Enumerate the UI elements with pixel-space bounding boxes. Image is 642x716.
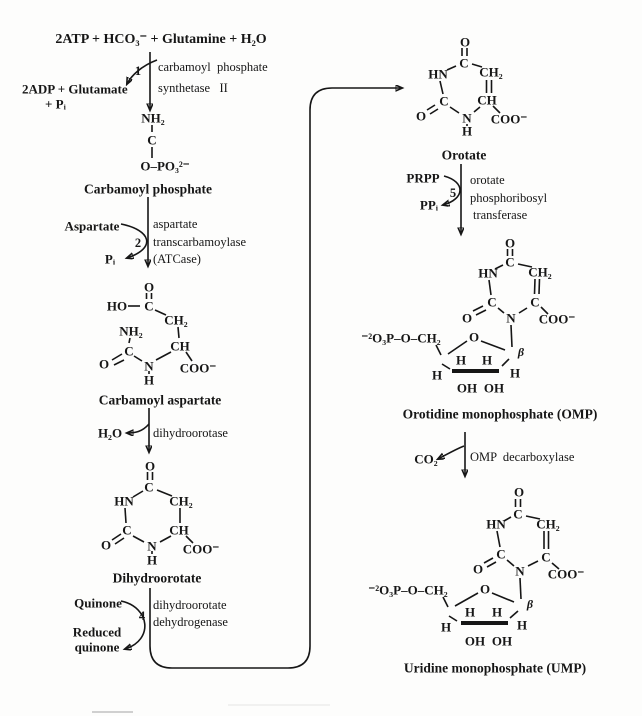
ump-ribose-oh2: OH — [491, 633, 513, 649]
ca-atom-coo: COO⁻ — [179, 360, 217, 376]
ca-atom-o-left: O — [98, 356, 110, 372]
omp-ribose-bonds — [436, 341, 509, 371]
enzyme-atcase-line3: (ATCase) — [153, 251, 201, 266]
enzyme-omp-decarboxylase: OMP decarboxylase — [470, 449, 575, 464]
ca-atom-n: N — [144, 358, 154, 374]
ump-atom-ch2: CH₂ — [536, 516, 560, 532]
cofactor-prpp: PRPP — [406, 170, 440, 186]
ca-atom-ch: CH — [170, 338, 190, 354]
enzyme-dhodh-line1: dihydroorotate — [153, 597, 227, 612]
enzyme-oprt-line2: phosphoribosyl — [470, 190, 548, 205]
cp-atom-nh2: NH₂ — [141, 110, 165, 126]
omp-atom-coo: COO⁻ — [538, 311, 576, 327]
ca-atom-h: H — [143, 372, 155, 388]
ca-atom-ch2: CH₂ — [164, 312, 188, 328]
enzyme-atcase-line1: aspartate — [153, 216, 198, 231]
oro-atom-coo: COO⁻ — [490, 111, 528, 127]
omp-atom-n: N — [506, 310, 516, 326]
step-number-1: 1 — [134, 63, 142, 78]
omp-atom-c-right: C — [530, 294, 540, 310]
enzyme-oprt-line1: orotate — [470, 172, 505, 187]
omp-ribose-h1: H — [455, 352, 467, 368]
dho-atom-o-left: O — [100, 537, 112, 553]
enzyme-dihydroorotase: dihydroorotase — [153, 425, 228, 440]
ump-atom-o-left: O — [472, 561, 484, 577]
omp-ribose-oh1: OH — [456, 380, 478, 396]
dho-atom-o-top: O — [144, 458, 156, 474]
cofactor-ppi-out: PPᵢ — [419, 197, 439, 213]
dihydroorotate-label: Dihydroorotate — [112, 570, 202, 586]
cofactor-aspartate: Aspartate — [64, 218, 120, 234]
cofactor-co2-out: CO₂ — [414, 451, 438, 467]
enzyme-cps2-line1: carbamoyl phosphate — [158, 59, 268, 74]
ump-atom-c-left: C — [496, 546, 506, 562]
dho-atom-h: H — [146, 552, 158, 568]
ca-atom-o-top: O — [143, 279, 155, 295]
oro-atom-n: N — [462, 110, 472, 126]
ump-atom-c-top: C — [513, 506, 523, 522]
omp-label: Orotidine monophosphate (OMP) — [402, 406, 598, 422]
oro-atom-c-left: C — [439, 93, 449, 109]
substrates-formula: 2ATP + HCO₃⁻ + Glutamine + H₂O — [55, 32, 267, 47]
omp-atom-o-left: O — [461, 310, 473, 326]
cofactor-reduced: Reduced — [72, 624, 122, 640]
dho-atom-ch2: CH₂ — [169, 493, 193, 509]
dho-atom-ch: CH — [169, 522, 189, 538]
ump-ribose-o: O — [479, 581, 491, 597]
oro-atom-h: H — [461, 123, 473, 139]
cofactor-quinone-out: quinone — [74, 639, 120, 655]
omp-ribose-oh2: OH — [483, 380, 505, 396]
oro-atom-hn: HN — [428, 66, 448, 82]
omp-atom-c-left: C — [487, 294, 497, 310]
dho-atom-coo: COO⁻ — [182, 541, 220, 557]
cp-atom-opo3: O–PO₃²⁻ — [140, 158, 190, 174]
dho-atom-c-left: C — [122, 522, 132, 538]
ca-atom-c1: C — [144, 298, 154, 314]
enzyme-cps2-line2: synthetase II — [158, 80, 228, 95]
enzyme-dhodh-line2: dehydrogenase — [153, 614, 228, 629]
ump-atom-hn: HN — [486, 516, 506, 532]
enzyme-atcase-line2: transcarbamoylase — [153, 234, 247, 249]
ump-ribose-bonds — [443, 593, 518, 623]
omp-ribose-h2: H — [481, 352, 493, 368]
oro-atom-o-top: O — [459, 34, 471, 50]
ump-atom-o-top: O — [513, 484, 525, 500]
omp-atom-ch2: CH₂ — [528, 264, 552, 280]
omp-beta-anomer: β — [517, 345, 525, 359]
ca-atom-ho: HO — [106, 298, 128, 314]
ump-ribose-oh1: OH — [464, 633, 486, 649]
carbamoyl-phosphate-label: Carbamoyl phosphate — [84, 181, 212, 197]
ump-ribose-h1: H — [464, 604, 476, 620]
products-adp-glutamate: 2ADP + Glutamate — [22, 81, 128, 97]
omp-atom-o-top: O — [504, 235, 516, 251]
scan-artifacts — [92, 705, 330, 712]
omp-ribose-o: O — [468, 329, 480, 345]
enzyme-oprt-line3: transferase — [473, 207, 528, 222]
ump-ribose-h3: H — [440, 619, 452, 635]
ca-atom-nh2: NH₂ — [119, 323, 143, 339]
ump-ribose-h2: H — [491, 604, 503, 620]
ump-atom-coo: COO⁻ — [547, 566, 585, 582]
cofactor-h2o-out: H₂O — [97, 425, 123, 441]
ump-label: Uridine monophosphate (UMP) — [403, 660, 587, 676]
ump-atom-n: N — [515, 563, 525, 579]
dho-atom-n: N — [147, 538, 157, 554]
carbamoyl-aspartate-label: Carbamoyl aspartate — [98, 392, 222, 408]
oro-atom-ch2: CH₂ — [479, 64, 503, 80]
omp-phosphate-group: ⁻²O₃P–O–CH₂ — [361, 330, 441, 346]
ump-beta-anomer: β — [526, 597, 534, 611]
omp-atom-c-top: C — [505, 254, 515, 270]
ump-phosphate-group: ⁻²O₃P–O–CH₂ — [368, 582, 448, 598]
ump-atom-c-right: C — [541, 549, 551, 565]
ump-ribose-h4: H — [516, 617, 528, 633]
omp-ribose-h4: H — [509, 365, 521, 381]
step-number-4: 4 — [138, 608, 146, 623]
dho-atom-c-top: C — [144, 479, 154, 495]
cofactor-quinone: Quinone — [74, 595, 122, 611]
step-number-2: 2 — [134, 235, 142, 250]
dho-atom-hn: HN — [114, 493, 134, 509]
ca-atom-c2: C — [124, 343, 134, 359]
oro-atom-c-top: C — [459, 55, 469, 71]
omp-ribose-h3: H — [431, 367, 443, 383]
orotate-label: Orotate — [441, 147, 487, 163]
products-pi: + Pᵢ — [45, 96, 66, 112]
oro-atom-o-left: O — [415, 108, 427, 124]
cofactor-pi-out: Pᵢ — [104, 251, 116, 267]
step-number-5: 5 — [449, 185, 457, 200]
oro-atom-ch: CH — [477, 92, 497, 108]
cp-atom-c: C — [147, 132, 157, 148]
omp-atom-hn: HN — [478, 265, 498, 281]
